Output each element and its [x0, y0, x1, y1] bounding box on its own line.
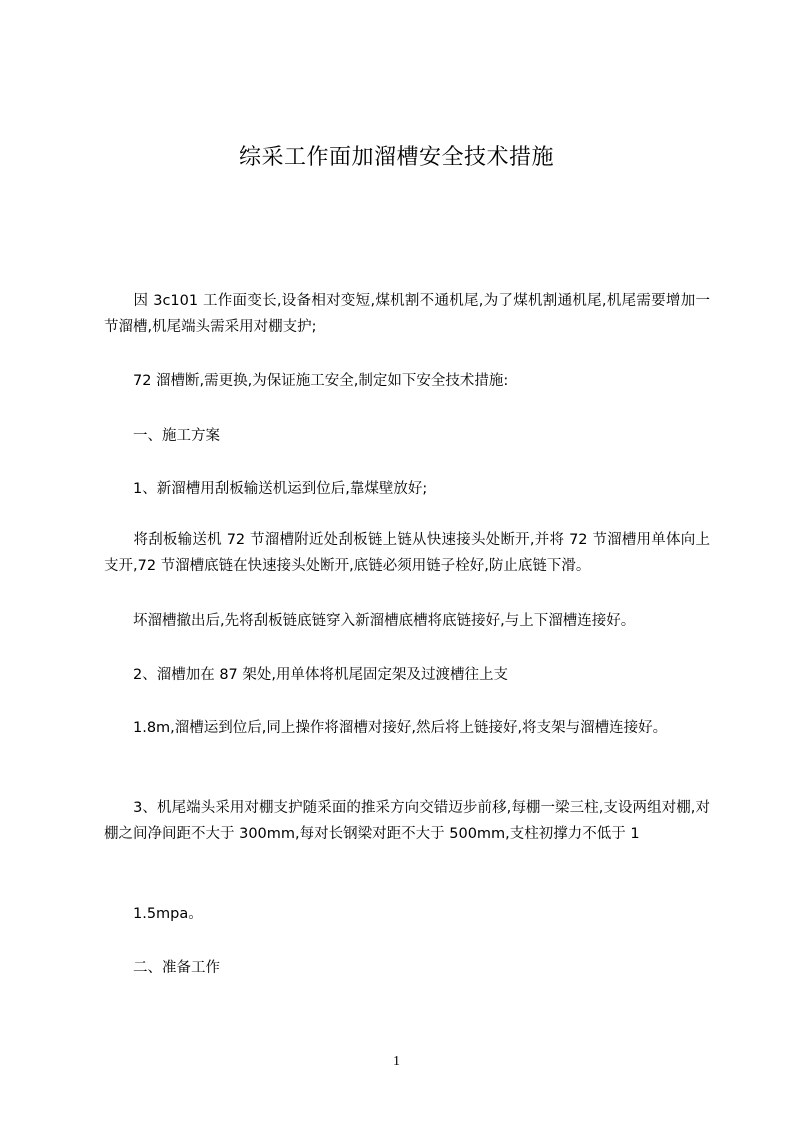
section-heading-2: 二、准备工作: [104, 960, 220, 976]
paragraph-7: 1.8m,溜槽运到位后,同上操作将溜槽对接好,然后将上链接好,将支架与溜槽连接好。: [104, 720, 668, 736]
paragraph-8: 3、机尾端头采用对棚支护随采面的推采方向交错迈步前移,每棚一梁三柱,支设两组对棚,对棚之间净间距不大于 300mm,每对长钢梁对距不大于 500mm,支柱初撑力不低于 1: [104, 800, 710, 842]
paragraph-5: 坏溜槽撤出后,先将刮板链底链穿入新溜槽底槽将底链接好,与上下溜槽连接好。: [104, 613, 636, 629]
paragraph-9: 1.5mpa。: [104, 906, 203, 922]
paragraph-3: 1、新溜槽用刮板输送机运到位后,靠煤壁放好;: [104, 481, 428, 497]
section-heading-1: 一、施工方案: [104, 428, 220, 444]
paragraph-2: 72 溜槽断,需更换,为保证施工安全,制定如下安全技术措施:: [104, 373, 509, 389]
document-title: 综采工作面加溜槽安全技术措施: [238, 145, 554, 170]
page-number: 1: [393, 1054, 400, 1069]
paragraph-1: 因 3c101 工作面变长,设备相对变短,煤机割不通机尾,为了煤机割通机尾,机尾需要增加一节溜槽,机尾端头需采用对棚支护;: [104, 293, 710, 335]
paragraph-6: 2、溜槽加在 87 架处,用单体将机尾固定架及过渡槽往上支: [104, 667, 509, 683]
paragraph-4: 将刮板输送机 72 节溜槽附近处刮板链上链从快速接头处断开,并将 72 节溜槽用单体向上支开,72 节溜槽底链在快速接头处断开,底链必须用链子栓好,防止底链下滑。: [104, 532, 710, 574]
